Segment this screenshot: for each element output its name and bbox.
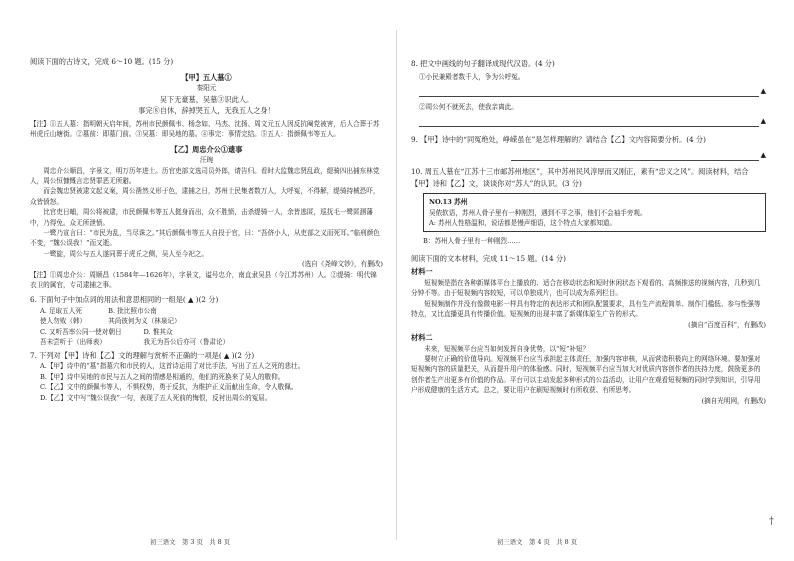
corner-mark: † [769, 516, 774, 527]
question-6-option-d[interactable] [144, 327, 230, 348]
answer-line[interactable] [419, 82, 766, 100]
option-line: 使人勿败（韩） [40, 317, 87, 326]
material-2-paragraph: 要树立正确的价值导向。短视频平台应当承担起主体责任，加强内容审核，从而营造积极向上的网络环境。要加强对短视频内容的质量把关，从而提升用户的体验感。同时，短视频平台应当加大对优质内容创作者的扶持力度，鼓励更多的创作者生产出更多有价值的作品。平台可以主动发起多种形式的公益活动，让用户在观看短视频的同时学到知识，引导用户形成健康的生活方式。总之，要让用户在刷短视频时有所收获、有所思考。 [411, 355, 761, 395]
material-1-paragraph: 短视频制作并没有像微电影一样具有特定的表达形式和团队配置要求，具有生产流程简单、制作门槛低、参与性强等特点，又比直播更具有传播价值。短视频的出现丰富了新媒体原生广告的形式。 [411, 299, 761, 319]
prose-paragraph: 比官吏日晡，周公将被逮，市民颜佩韦等五人挺身而出，众不胜愤，击杀缇骑一人，余皆逃匿，巡抚毛一鹭匿溷藩中，乃得免。众无所泄愤。 [30, 208, 373, 227]
question-8-item-1: ①小民兼殿者数千人，争为公呼冤。 [419, 72, 525, 81]
question-7-option-c[interactable]: C.【乙】文中的颜佩韦等人，不惧权势，勇于反抗，为维护正义而献出生命，令人敬佩。 [40, 383, 298, 392]
question-6-options-row [40, 306, 383, 327]
poem-title: 【甲】五人墓① [181, 72, 232, 82]
question-6-option-a[interactable] [40, 306, 86, 327]
material-box-line: 吴侬软语，苏州人骨子里有一种刚烈，遇到不平之事，他们不会袖手旁观。 [429, 208, 647, 217]
option-line: A. 足取五人死 [40, 307, 82, 316]
prose-paragraph: 一鹭乃宣言曰：“市民为乱，当尽诛之。”其后颜佩韦等五人自投于官，曰：“吾侪小人，从吏部之义而死耳。”临刑颜色不变，“魏公误我！”而又逝。 [30, 229, 380, 248]
triangle-marker-icon: ▲ [760, 87, 766, 95]
poem-note: 【注】①五人墓：指明朝天启年间，苏州市民颜佩韦、杨念如、马杰、沈扬、周文元五人因反抗阉党被害，后人合葬于苏州虎丘山塘街。②墓前：即墓门前。③吴墓：即吴地的墓。④事完：事情完结。⑤五人：指颜佩韦等五人。 [30, 119, 380, 139]
prose-source: (选自《尧峰文钞》，有删改) [302, 260, 383, 269]
question-7-option-a[interactable]: A.【甲】诗中的“墓”指墓穴和市民的人，这首诗运用了对比手法，写出了五人之死的悲壮。 [40, 362, 305, 371]
answer-line[interactable] [419, 112, 766, 130]
question-9-stem: 9. 【甲】诗中的“同冤绝处，峥嵘虽在”是怎样理解的？请结合【乙】文内容简要分析。(4 分) [411, 135, 706, 145]
option-line: 其尚彼何为义（林泉记） [108, 317, 181, 326]
question-10-tail: B：苏州人骨子里有一种刚烈…… [423, 237, 521, 246]
material-2-title: 材料二 [411, 333, 433, 343]
question-8-stem: 8. 把文中画线的句子翻译成现代汉语。(4 分) [411, 59, 555, 68]
section-intro: 阅读下面的古诗文，完成 6～10 题。(15 分) [30, 57, 174, 66]
question-8-item-2: ②周公何不就死去，使我亲离此。 [419, 103, 518, 111]
option-line: C. 又听吾率公同一使对朝日 [40, 327, 122, 336]
option-line: B. 批比照市公南 [108, 307, 157, 316]
answer-line[interactable] [511, 146, 766, 164]
option-line: 吾未尝听于（出师表） [40, 338, 106, 347]
prose-note: 【注】①周忠介公：周顺昌（1584年—1626年），字景文，谥号忠介，南直隶吴县（今江苏苏州）人。②缇骑：明代锦衣卫的属官，专司逮捕之事。 [30, 270, 377, 290]
option-line: 我无为吾公后亦可（鲁肃论） [143, 338, 230, 347]
triangle-marker-icon: ▲ [760, 117, 766, 126]
material-2-source: (摘自光明网，有删改) [701, 396, 766, 405]
left-page-footer: 初三语文 第 3 页 共 8 页 [150, 538, 231, 546]
section-intro: 阅读下面的文本材料，完成 11～15 题。(14 分) [411, 253, 566, 263]
material-1-title: 材料一 [411, 267, 433, 277]
question-7-stem: 7. 下列对【甲】诗和【乙】文的理解与赏析不正确的一项是( ▲ )(2 分) [30, 350, 255, 360]
question-7-option-b[interactable]: B.【甲】诗中吴地的市民与五人之间的情感是相通的，他们的死换来了吴人的敬仰。 [40, 372, 285, 381]
question-7-option-d[interactable]: D.【乙】文中写“魏公误我”一句，表现了五人死前的悔恨，反衬出周公的冤屈。 [40, 393, 272, 402]
question-10-stem: 10. 周五人墓在“江苏十三市邮苏州地区”，其中苏州民风淳厚而又刚正，素有“忠义之风”。阅读材料，结合【甲】诗和【乙】文，谈谈你对“苏人”的认识。(3 分) [411, 167, 749, 188]
prose-paragraph: 周忠介公顺昌，字景文，明万历年进士。历官吏部文选司员外郎，请告归。看时大监魏忠贤乱政，缇骑四出捕东林党人，周公恒慷慨言忠贤罪恶无所避。 [30, 166, 380, 185]
material-box [423, 193, 766, 232]
material-box-title: NO.13 苏州 [429, 198, 468, 207]
prose-paragraph: 一鹭旋，周公与五人遂同葬于虎丘之侧，吴人至今祀之。 [43, 249, 209, 258]
prose-paragraph: 而会魏忠贤被逮文起义案，周公凿然义形于色，逮捕之日，苏州士民集者数万人，大呼冤，不得解，缇骑持械恐吓，众皆愤怒。 [30, 187, 380, 206]
material-2-paragraph: 未来，短视频平台应当如何发挥自身优势，以“短”补短？ [424, 344, 590, 353]
material-1-paragraph: 短视频是指在各种新媒体平台上播放的、适合在移动状态和短时休闲状态下观看的、高频推送的视频内容，几秒到几分钟不等。由于短视频内容较短，可以单独成片，也可以成为系列栏目。 [411, 279, 761, 298]
poem-line: 吴下无豪墓，吴墓③识此人。 [159, 94, 254, 104]
material-1-source: (摘自“百度百科”，有删改) [688, 320, 766, 329]
question-6-stem: 6. 下面句子中加点词的用法和意思相同的一组是( ▲ )(2 分) [30, 295, 219, 305]
prose-title: 【乙】周忠介公①遗事 [170, 144, 243, 154]
right-page [397, 0, 794, 561]
prose-author: 汪琬 [199, 156, 214, 165]
poem-line: 事完⑧自休，辞掉哭五人，无我五人之身！ [138, 106, 275, 116]
material-box-line: A: 苏州人性格温和，说话都是慢声细语，这个特点大家都知道。 [429, 219, 617, 227]
question-6-options-row [40, 327, 383, 348]
poem-author: 秦阳元 [196, 84, 217, 93]
right-page-footer: 初三语文 第 4 页 共 8 页 [497, 538, 578, 546]
question-6-option-b[interactable] [108, 306, 181, 327]
triangle-marker-icon: ▲ [760, 151, 766, 159]
option-line: D. 惟其众 [143, 327, 173, 336]
question-6-option-c[interactable] [40, 327, 122, 348]
